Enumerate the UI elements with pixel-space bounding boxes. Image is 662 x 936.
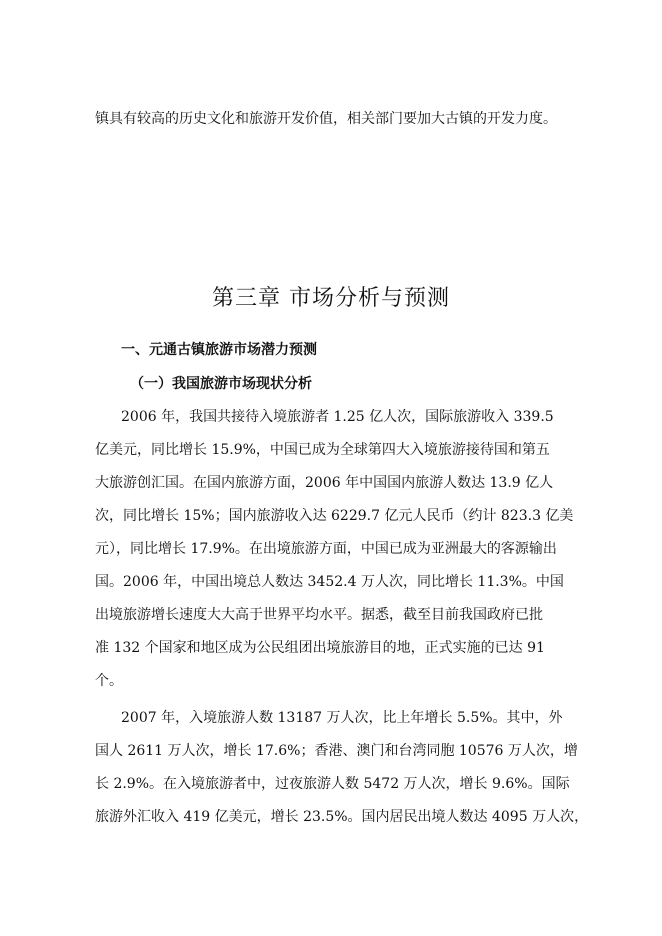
paragraph-line: 元），同比增长 17.9%。在出境旅游方面，中国已成为亚洲最大的客源输出 — [95, 541, 557, 557]
paragraph-line: 个。 — [95, 673, 123, 689]
paragraph-line: 出境旅游增长速度大大高于世界平均水平。据悉，截至目前我国政府已批 — [95, 607, 543, 623]
subsection-heading: （一）我国旅游市场现状分析 — [130, 376, 312, 392]
paragraph-line: 长 2.9%。在入境旅游者中，过夜旅游人数 5472 万人次，增长 9.6%。国际 — [95, 776, 570, 792]
paragraph-line: 国人 2611 万人次，增长 17.6%；香港、澳门和台湾同胞 10576 万人次，增 — [95, 743, 578, 759]
top-fragment-line: 镇具有较高的历史文化和旅游开发价值，相关部门要加大古镇的开发力度。 — [95, 111, 557, 127]
chapter-title: 第三章 市场分析与预测 — [212, 286, 450, 311]
paragraph-line: 2006 年，我国共接待入境旅游者 1.25 亿人次，国际旅游收入 339.5 — [121, 409, 554, 425]
paragraph-line: 准 132 个国家和地区成为公民组团出境旅游目的地，正式实施的已达 91 — [95, 640, 545, 656]
paragraph-line: 大旅游创汇国。在国内旅游方面，2006 年中国国内旅游人数达 13.9 亿人 — [95, 475, 554, 491]
paragraph-line: 旅游外汇收入 419 亿美元，增长 23.5%。国内居民出境人数达 4095 万人次， — [95, 809, 589, 825]
paragraph-line: 2007 年，入境旅游人数 13187 万人次，比上年增长 5.5%。其中，外 — [121, 710, 563, 726]
paragraph-line: 次，同比增长 15%；国内旅游收入达 6229.7 亿元人民币（约计 823.3 亿美 — [95, 508, 574, 524]
section-heading: 一、元通古镇旅游市场潜力预测 — [121, 342, 317, 358]
paragraph-line: 亿美元，同比增长 15.9%，中国已成为全球第四大入境旅游接待国和第五 — [95, 442, 550, 458]
paragraph-line: 国。2006 年，中国出境总人数达 3452.4 万人次，同比增长 11.3%。中国 — [95, 574, 564, 590]
